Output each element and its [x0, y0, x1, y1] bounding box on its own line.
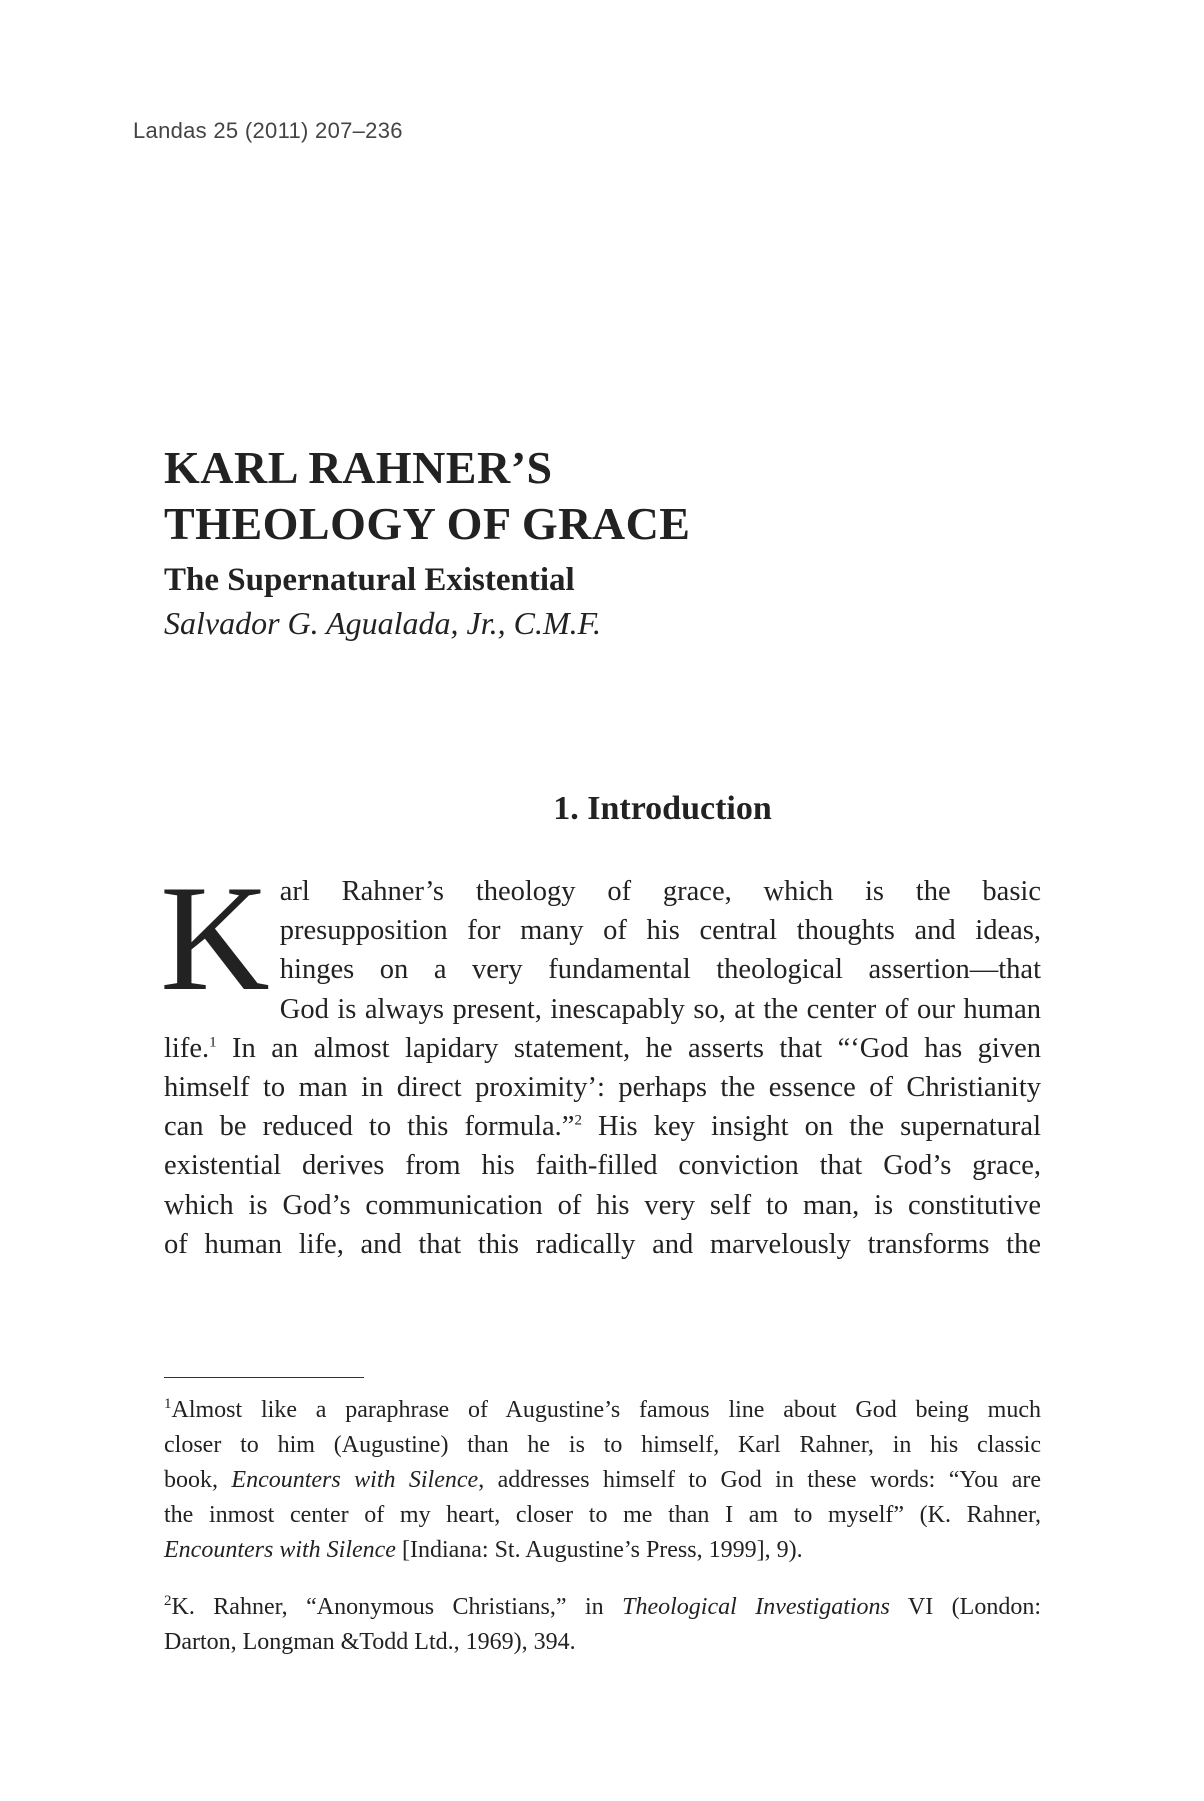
body-paragraph — [160, 854, 1041, 1264]
footnote-text-segment: , addresses himself to God in these words: “You are — [478, 1467, 1042, 1493]
footnote-text-segment: book, — [164, 1467, 232, 1493]
footnote-2-line: Darton, Longman &Todd Ltd., 1969), 394. — [164, 1629, 576, 1655]
footnote-gap — [164, 1568, 1041, 1590]
footnote-number-1: 1 — [164, 1396, 172, 1412]
footnote-text-segment: VI (London: — [889, 1594, 1041, 1620]
book-title: Encounters with Silence — [164, 1537, 396, 1563]
running-head: Landas 25 (2011) 207–236 — [133, 118, 403, 143]
footnote-text-segment: K. Rahner, “Anonymous Christians,” in — [171, 1594, 623, 1620]
footnote-number-2: 2 — [164, 1593, 172, 1609]
article-author: Salvador G. Agualada, Jr., C.M.F. — [164, 605, 602, 641]
footnotes — [164, 1393, 1041, 1660]
footnote-ref-2[interactable]: 2 — [574, 1112, 582, 1129]
footnote-ref-1[interactable]: 1 — [209, 1034, 217, 1051]
body-line: arl Rahner’s theology of grace, which is the basic — [279, 876, 1041, 907]
body-text-segment: can be reduced to this formula.” — [164, 1111, 575, 1143]
footnote-text-segment: Almost like a paraphrase of Augustine’s famous line about God being much — [171, 1397, 1041, 1423]
section-heading: 1. Introduction — [553, 790, 772, 827]
body-line: which is God’s communication of his very self to man, is constitutive — [164, 1189, 1041, 1221]
body-line: of human life, and that this radically and marvelously transforms the — [164, 1228, 1041, 1260]
body-line: hinges on a very fundamental theological assertion—that — [279, 954, 1041, 986]
book-title: Theological Investigations — [622, 1594, 890, 1620]
footnote-text-segment: [Indiana: St. Augustine’s Press, 1999], 9). — [395, 1537, 803, 1563]
article-subtitle: The Supernatural Existential — [164, 562, 575, 598]
body-line: God is always present, inescapably so, at the center of our human — [279, 993, 1041, 1025]
footnote-divider — [164, 1377, 364, 1378]
body-line — [164, 1029, 1041, 1068]
footnote-1-line: the inmost center of my heart, closer to me than I am to myself” (K. Rahner, — [164, 1502, 1041, 1528]
footnote-1-line: closer to him (Augustine) than he is to himself, Karl Rahner, in his classic — [164, 1432, 1041, 1458]
footnote-1-line — [164, 1393, 1041, 1428]
body-line — [164, 1107, 1041, 1146]
book-title: Encounters with Silence — [231, 1467, 479, 1493]
body-text-segment: In an almost lapidary statement, he asserts that “‘God has given — [216, 1032, 1041, 1064]
body-line: presupposition for many of his central thoughts and ideas, — [279, 915, 1041, 947]
body-line: himself to man in direct proximity’: perhaps the essence of Christianity — [164, 1072, 1041, 1104]
footnote-1-line — [164, 1533, 1041, 1568]
footnote-1-line — [164, 1463, 1041, 1498]
drop-cap: K — [160, 854, 270, 1022]
article-header — [164, 440, 1064, 644]
body-line: existential derives from his faith-filled conviction that God’s grace, — [164, 1150, 1041, 1182]
article-title-line-1: KARL RAHNER’S — [164, 442, 553, 493]
body-text-segment: His key insight on the supernatural — [581, 1111, 1041, 1143]
article-title-line-2: THEOLOGY OF GRACE — [164, 498, 691, 549]
body-text-segment: life. — [164, 1032, 210, 1064]
footnote-2-line — [164, 1590, 1041, 1625]
